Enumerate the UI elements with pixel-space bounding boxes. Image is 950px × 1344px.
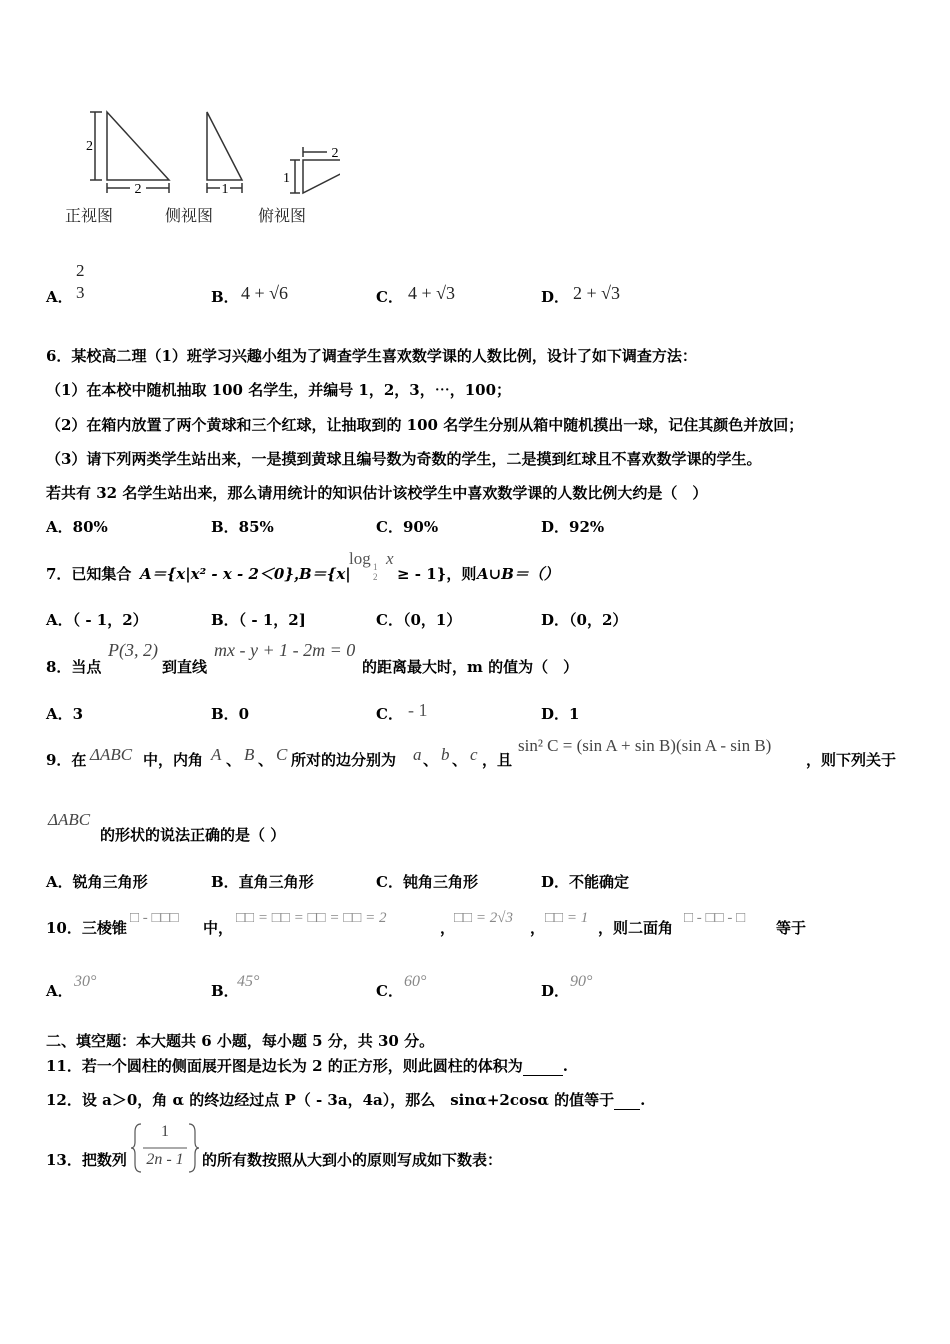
side-view-label: 侧视图 <box>165 206 214 225</box>
section-2-title: 二、填空题：本大题共 6 小题，每小题 5 分，共 30 分。 <box>46 1032 435 1050</box>
q7-option-a: A．（ - 1，2） <box>46 611 148 629</box>
q6-line-4: 若共有 32 名学生站出来，那么请用统计的知识估计该校学生中喜欢数学课的人数比例大约是（ ） <box>46 484 708 502</box>
q6-option-b: B．85% <box>211 518 274 536</box>
q10-option-d-value: 90° <box>570 973 593 990</box>
q9-text-5: 的形状的说法正确的是（ ） <box>100 826 286 844</box>
q8-option-a: A．3 <box>46 705 84 723</box>
q7-log-base-numerator: 1 <box>373 562 378 572</box>
q8-line-equation: mx - y + 1 - 2m = 0 <box>214 640 356 660</box>
top-view-label: 俯视图 <box>258 206 307 225</box>
q5-option-a-denominator: 3 <box>76 283 85 302</box>
q10-number: 10．三棱锥 <box>46 919 127 937</box>
q7-option-c: C．（0，1） <box>376 611 462 629</box>
q12-text <box>46 1089 645 1110</box>
q7-option-d: D．（0，2） <box>541 611 628 629</box>
q9-side-a: a <box>413 745 422 764</box>
q8-option-c-letter: C． <box>376 705 403 723</box>
q5-option-a-fraction <box>76 260 85 304</box>
q9-triangle-2: ΔABC <box>48 810 91 829</box>
q10-glyph-5: □ - □□ - □ <box>684 910 746 926</box>
side-width-label: 1 <box>221 182 229 197</box>
q6-option-c: C．90% <box>376 518 439 536</box>
q10-text-1: 中， <box>203 919 234 937</box>
q5-option-a-letter: A． <box>46 288 73 306</box>
q9-angle-b: B <box>244 745 255 764</box>
q5-option-d-value: 2 + √3 <box>573 283 621 303</box>
q8-option-d: D．1 <box>541 705 580 723</box>
q9-text-3: ，且 <box>482 751 513 769</box>
q9-sep-2: 、 <box>258 751 274 769</box>
q13-tail: 的所有数按照从大到小的原则写成如下数表： <box>202 1151 503 1169</box>
q11-question: 11．若一个圆柱的侧面展开图是边长为 2 的正方形，则此圆柱的体积为 <box>46 1057 523 1075</box>
front-height-label: 2 <box>86 139 93 154</box>
q10-glyph-2: □□ = □□ = □□ = □□ = 2 <box>236 910 387 926</box>
q8-tail: 的距离最大时，m 的值为（ ） <box>362 658 579 676</box>
q13-fraction-numerator: 1 <box>161 1123 169 1140</box>
q9-equation: sin² C = (sin A + sin B)(sin A - sin B) <box>518 736 772 755</box>
q6-line-1: （1）在本校中随机抽取 100 名学生，并编号 1，2，3，⋯，100； <box>46 381 512 399</box>
q9-text-4: ，则下列关于 <box>806 751 897 769</box>
q10-option-c-value: 60° <box>404 973 427 990</box>
q10-text-4: ，则二面角 <box>598 919 674 937</box>
front-view-label: 正视图 <box>65 206 114 225</box>
q10-glyph-4: □□ = 1 <box>545 910 589 926</box>
q5-option-b-value: 4 + √6 <box>241 283 289 303</box>
q9-angle-c: C <box>276 745 288 764</box>
q8-mid: 到直线 <box>162 658 208 676</box>
q7-number: 7．已知集合 <box>46 565 132 583</box>
side-view-triangle <box>207 112 242 193</box>
q11-text <box>46 1055 568 1076</box>
q10-option-d-letter: D． <box>541 982 570 1000</box>
q8-option-c-value: - 1 <box>408 700 428 720</box>
q9-text-1: 中，内角 <box>143 751 204 769</box>
q9-option-d: D．不能确定 <box>541 873 630 891</box>
q10-option-c-letter: C． <box>376 982 403 1000</box>
q11-answer-blank[interactable] <box>523 1061 563 1076</box>
q5-option-a-numerator: 2 <box>76 261 85 280</box>
q9-sep-1: 、 <box>226 751 242 769</box>
q6-line-2: （2）在箱内放置了两个黄球和三个红球，让抽取到的 100 名学生分别从箱中随机摸出一球，记住其颜色并放回； <box>46 416 804 434</box>
q5-option-b-letter: B． <box>211 288 239 306</box>
q5-option-c-value: 4 + √3 <box>408 283 456 303</box>
front-view-triangle <box>90 112 169 193</box>
q9-option-c: C．钝角三角形 <box>376 873 478 891</box>
q6-option-d: D．92% <box>541 518 605 536</box>
q10-text-3: ， <box>530 919 546 937</box>
q9-sep-4: 、 <box>452 751 468 769</box>
q10-option-a-value: 30° <box>74 973 97 990</box>
top-height-label: 1 <box>283 171 290 186</box>
q8-number: 8．当点 <box>46 658 102 676</box>
q7-union: A∪B＝（） <box>477 565 559 583</box>
q10-text-2: ， <box>440 919 456 937</box>
front-width-label: 2 <box>134 182 142 197</box>
q7-set-b-suffix: ≥ - 1}，则 <box>397 565 477 583</box>
q10-option-b-value: 45° <box>237 973 260 990</box>
q5-option-d-letter: D． <box>541 288 570 306</box>
q13-number: 13．把数列 <box>46 1151 127 1169</box>
q9-option-b: B．直角三角形 <box>211 873 314 891</box>
q10-option-b-letter: B． <box>211 982 239 1000</box>
q9-side-b: b <box>441 745 450 764</box>
q9-text-2: 所对的边分别为 <box>291 751 397 769</box>
q9-side-c: c <box>470 745 478 764</box>
q6-line-3: （3）请下列两类学生站出来，一是摸到黄球且编号数为奇数的学生，二是摸到红球且不喜欢数学课的学生。 <box>46 450 762 468</box>
q10-glyph-3: □□ = 2√3 <box>454 910 513 926</box>
q9-option-a: A．锐角三角形 <box>46 873 148 891</box>
q10-text-5: 等于 <box>776 919 807 937</box>
q10-glyph-1: □ - □□□ <box>130 910 179 926</box>
q12-answer-blank[interactable] <box>614 1095 640 1110</box>
q9-number: 9．在 <box>46 751 87 769</box>
q5-option-c-letter: C． <box>376 288 403 306</box>
top-width-label: 2 <box>331 146 339 161</box>
q9-angle-a: A <box>211 745 222 764</box>
q6-option-a: A．80% <box>46 518 108 536</box>
q7-set-a: A＝{x|x² - x - 2＜0}， <box>140 565 309 583</box>
q9-triangle: ΔABC <box>90 745 133 764</box>
q7-set-b-prefix: B＝{x| <box>299 565 351 583</box>
q7-log: log <box>349 549 371 568</box>
q10-option-a-letter: A． <box>46 982 73 1000</box>
q6-stem: 6．某校高二理（1）班学习兴趣小组为了调查学生喜欢数学课的人数比例，设计了如下调查方法： <box>46 347 697 365</box>
q13-fraction-denominator: 2n - 1 <box>146 1151 184 1168</box>
q9-sep-3: 、 <box>423 751 439 769</box>
q7-option-b: B．（ - 1，2] <box>211 611 306 629</box>
q7-log-base-denominator: 2 <box>373 572 378 582</box>
q12-question: 12．设 a＞0，角 α 的终边经过点 P（ - 3a，4a），那么 sinα+2cosα 的值等于 <box>46 1091 615 1109</box>
q7-log-base <box>373 562 378 582</box>
q11-end: . <box>562 1057 568 1075</box>
q12-end: . <box>640 1091 646 1109</box>
q7-log-arg: x <box>386 549 394 568</box>
q8-option-b: B．0 <box>211 705 250 723</box>
q8-point: P(3, 2) <box>108 640 158 660</box>
